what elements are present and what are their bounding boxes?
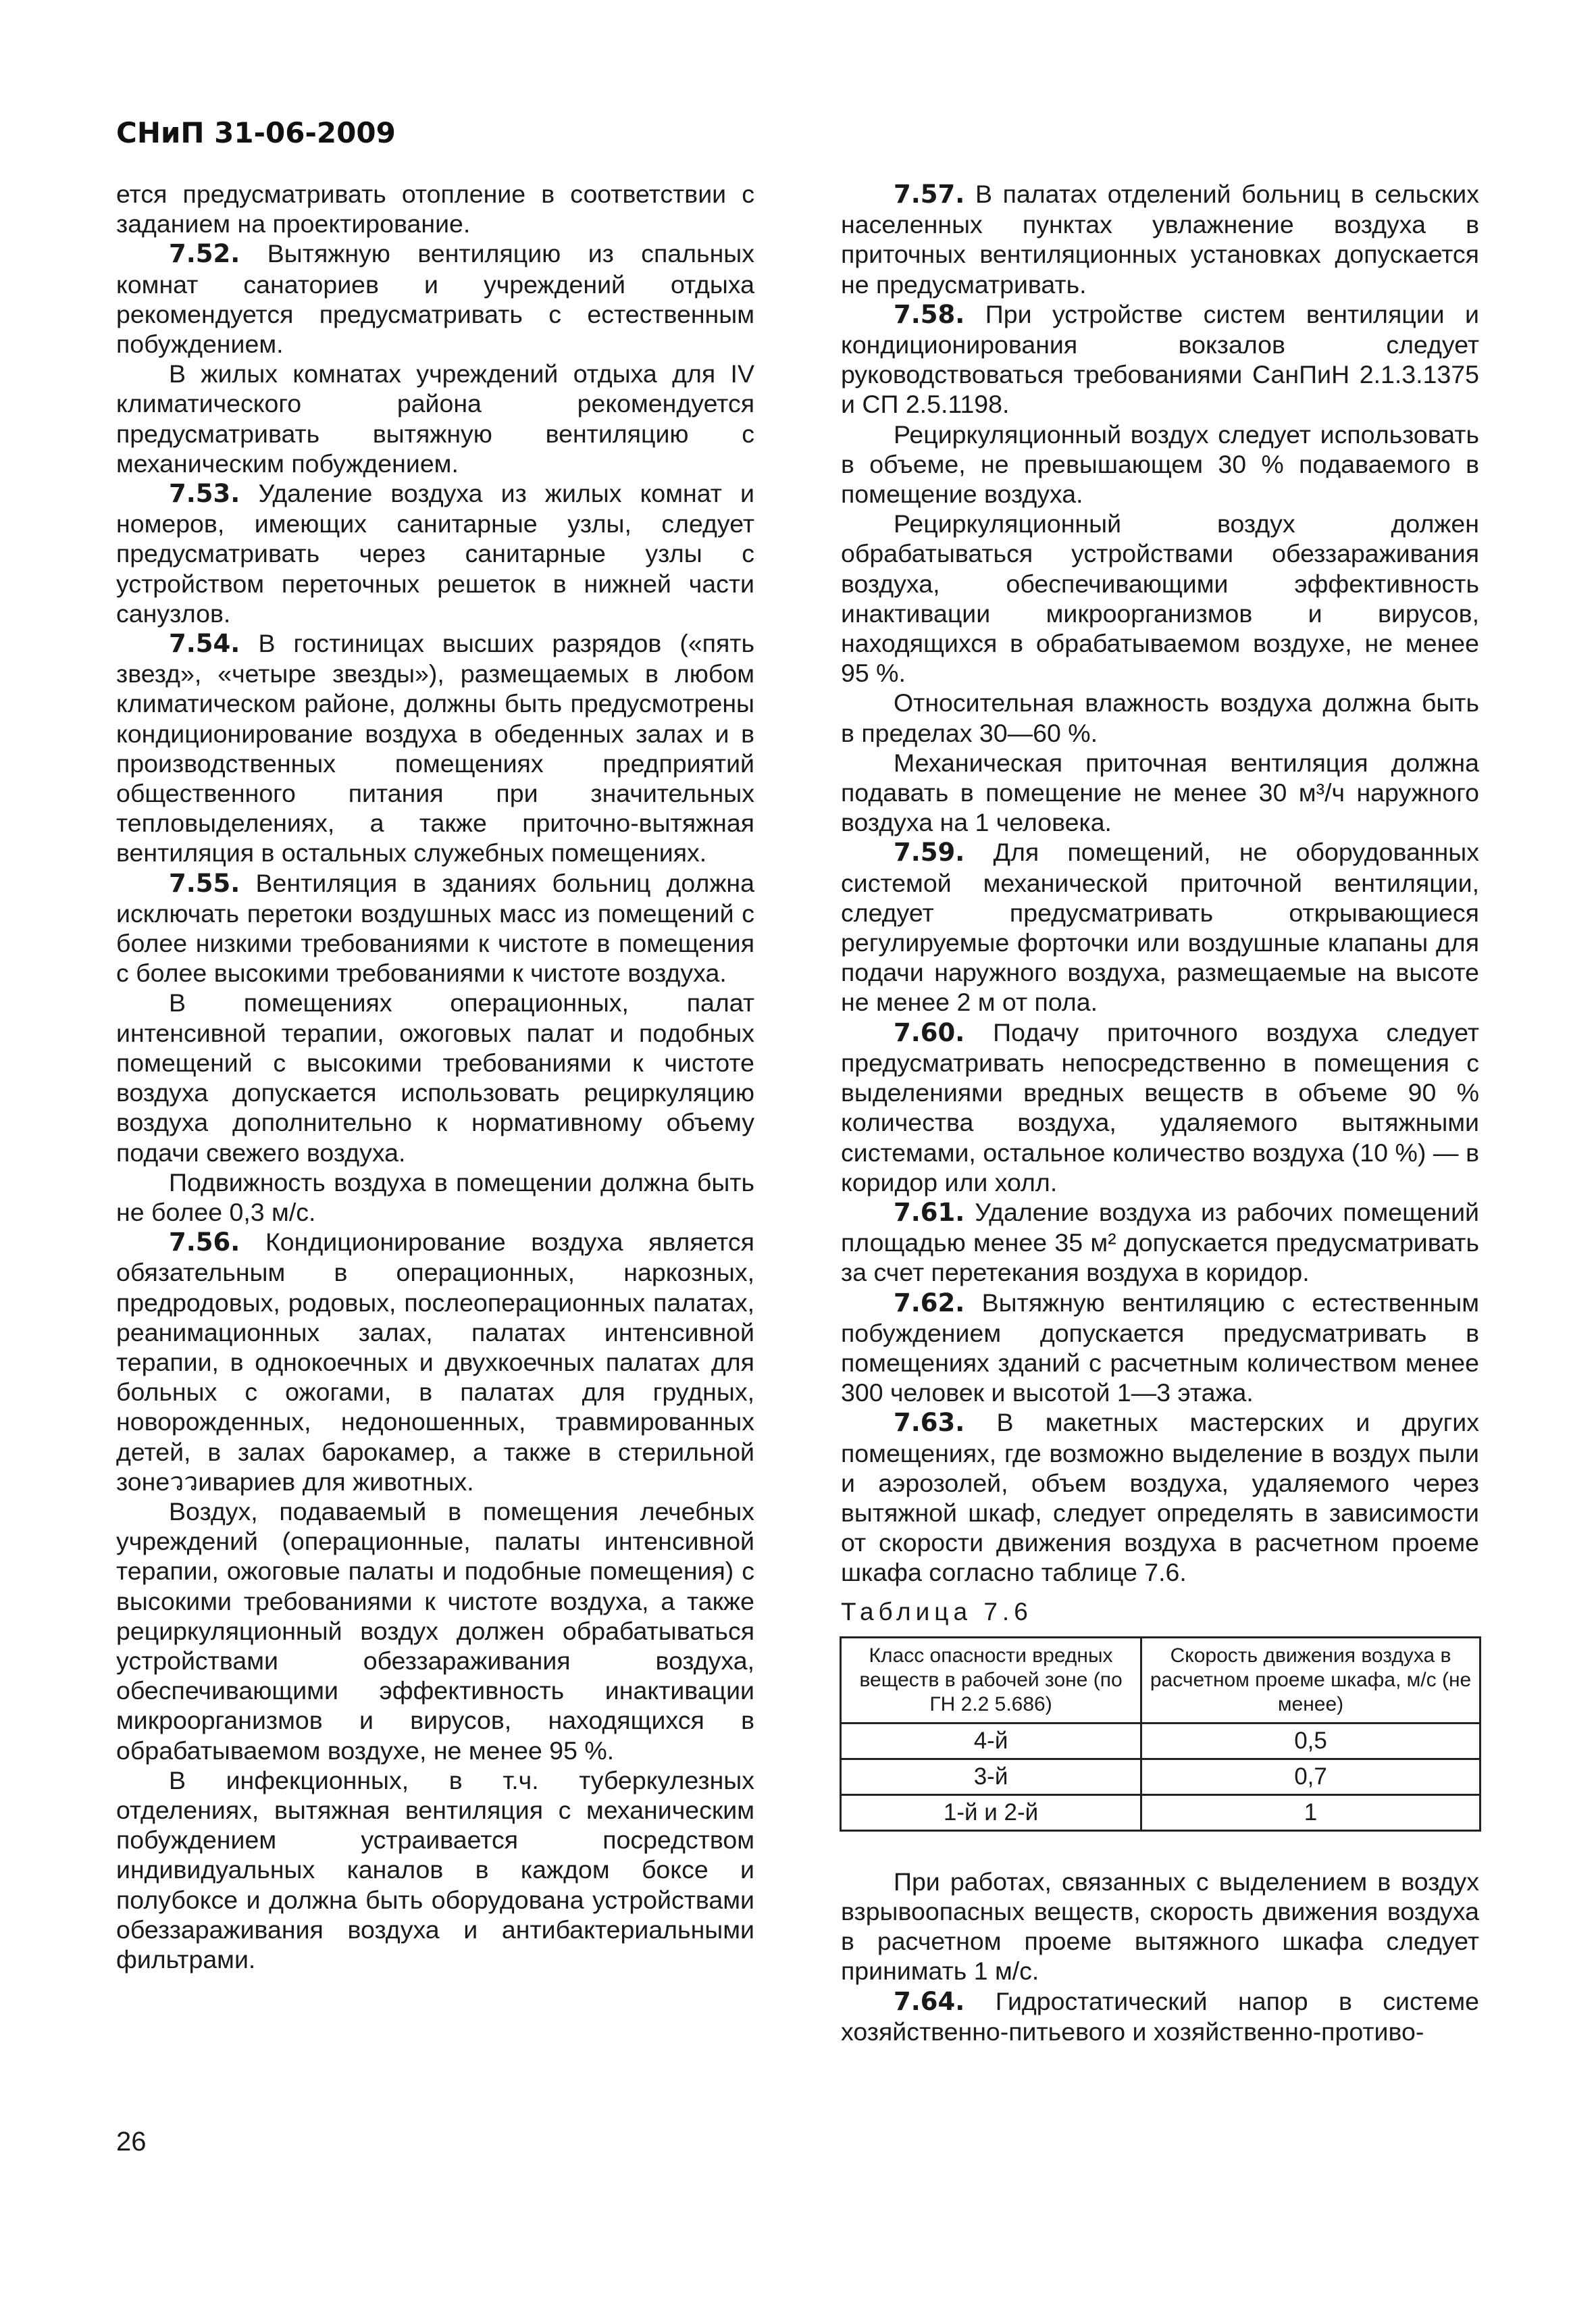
table-row [841,1759,1481,1794]
clause-number: 7.58. [894,299,965,329]
paragraph [116,1167,754,1227]
paragraph [116,988,754,1167]
paragraph-text: При работах, связанных с выделением в воздух взрывоопасных веществ, скорость движения воздуха в расчетном проеме вытяжного шкафа следует принимать 1 м/с. [841,1867,1479,1986]
table-header-row [841,1637,1481,1723]
table-cell: 1-й и 2-й [841,1794,1141,1830]
paragraph-text: В инфекционных, в т.ч. туберкулезных отделениях, вытяжная вентиляция с механическим побуждением устраивается посредством индивидуальных каналов в каждом боксе и полубоксе и должна быть оборудована устройствами обеззараживания воздуха и антибактериальными фильтрами. [116,1765,754,1973]
paragraph-text: Подвижность воздуха в помещении должна быть не более 0,3 м/с. [116,1167,754,1226]
paragraph [841,748,1479,838]
clause-number: 7.54. [169,629,240,659]
paragraph [116,179,754,238]
clause-number: 7.57. [894,180,965,209]
table-header-cell: Скорость движения воздуха в расчетном проеме шкафа, м/с (не менее) [1141,1637,1481,1723]
paragraph-text: В жилых комнатах учреждений отдыха для IV климатического района рекомендуется предусматривать вытяжную вентиляцию с механическим побуждением. [116,359,754,478]
paragraph-text: Воздух, подаваемый в помещения лечебных учреждений (операционные, палаты интенсивной терапии, ожоговые палаты и подобные помещения) с высокими требованиями к чистоте воздуха, а также рециркуляционный воздух должен обрабатываться устройствами обеззараживания воздуха, обеспечивающими эффективность инактивации микроорганизмов и вирусов, находящихся в обрабатываемом воздухе, не менее 95 %. [116,1496,754,1765]
right-column-text-before-table [841,179,1479,1588]
paragraph-text: Вытяжную вентиляцию из спальных комнат санаториев и учреждений отдыха рекомендуется предусматривать с естественным побуждением. [116,239,755,359]
paragraph-text: Относительная влажность воздуха должна быть в пределах 30—60 %. [841,688,1479,747]
right-column [841,179,1479,2046]
paragraph-text: В палатах отделений больниц в сельских населенных пунктах увлажнение воздуха в приточных вентиляционных установках допускается не предусматривать. [841,180,1480,299]
paragraph-text: Вытяжную вентиляцию с естественным побуждением допускается предусматривать в помещениях зданий с расчетным количеством менее 300 человек и высотой 1—3 этажа. [841,1288,1480,1407]
right-column-text-after-table [841,1867,1479,2046]
paragraph [841,1288,1479,1408]
paragraph [841,1017,1479,1197]
paragraph-text: Механическая приточная вентиляция должна подавать в помещение не менее 30 м³/ч наружного воздуха на 1 человека. [841,748,1479,837]
paragraph [841,1407,1479,1587]
paragraph-text: Вентиляция в зданиях больниц должна исключать перетоки воздушных масс из помещений с более низкими требованиями к чистоте в помещения с более высокими требованиями к чистоте воздуха. [116,868,754,988]
paragraph [116,238,754,359]
paragraph-text: Рециркуляционный воздух следует использовать в объеме, не превышающем 30 % подаваемого в помещение воздуха. [841,420,1479,509]
document-header: СНиП 31-06-2009 [116,116,396,149]
table-7-6 [840,1636,1481,1832]
table-cell: 4-й [841,1723,1141,1759]
paragraph-text: Удаление воздуха из жилых комнат и номеров, имеющих санитарные узлы, следует предусматривать через санитарные узлы с устройством переточных решеток в нижней части санузлов. [116,479,754,628]
clause-number: 7.60. [894,1017,965,1047]
paragraph [841,420,1479,509]
table-row [841,1794,1481,1830]
paragraph [116,1227,754,1496]
clause-number: 7.59. [894,838,965,867]
paragraph [841,1986,1479,2046]
paragraph [116,478,754,628]
table-cell: 0,7 [1141,1759,1481,1794]
paragraph [841,179,1479,299]
paragraph-text: Подачу приточного воздуха следует предусматривать непосредственно в помещения с выделениями вредных веществ в объеме 90 % количества воздуха, удаляемого вытяжными системами, остальное количество воздуха (10 %) — в коридор или холл. [841,1017,1479,1197]
table-cell: 3-й [841,1759,1141,1794]
table-cell: 1 [1141,1794,1481,1830]
clause-number: 7.62. [894,1288,965,1317]
clause-number: 7.61. [894,1197,965,1227]
paragraph-text: Кондиционирование воздуха является обязательным в операционных, наркозных, предродовых, родовых, послеоперационных палатах, реанимационных залах, палатах интенсивной терапии, в однокоечных и двухкоечных палатах для больных с ожогами, в палатах для грудных, новорожденных, недоношенных, травмированных детей, в залах барокамер, а также в стерильной зонеววивариев для животных. [116,1228,754,1496]
paragraph-text: Рециркуляционный воздух должен обрабатываться устройствами обеззараживания воздуха, обеспечивающими эффективность инактивации микроорганизмов и вирусов, находящихся в обрабатываемом воздухе, не менее 95 %. [841,509,1479,688]
paragraph-text: В макетных мастерских и других помещениях, где возможно выделение в воздух пыли и аэрозолей, объем воздуха, удаляемого через вытяжной шкаф, следует определять в зависимости от скорости движения воздуха в расчетном проеме шкафа согласно таблице 7.6. [841,1408,1479,1587]
paragraph-text: Гидростатический напор в системе хозяйственно-питьевого и хозяйственно-противо- [841,1986,1479,2046]
paragraph-text: Для помещений, не оборудованных системой механической приточной вентиляции, следует предусматривать открывающиеся регулируемые форточки или воздушные клапаны для подачи наружного воздуха, размещаемые на высоте не менее 2 м от пола. [841,838,1480,1017]
clause-number: 7.63. [894,1408,965,1438]
paragraph [116,628,754,868]
paragraph [841,1197,1479,1288]
paragraph [116,1496,754,1765]
table-title: Таблица 7.6 [841,1597,1033,1626]
paragraph [841,299,1479,420]
paragraph-text: Удаление воздуха из рабочих помещений площадью менее 35 м² допускается предусматривать за счет перетекания воздуха в коридор. [841,1197,1479,1287]
paragraph [841,688,1479,747]
paragraph [116,359,754,478]
paragraph [841,509,1479,688]
table-cell: 0,5 [1141,1723,1481,1759]
paragraph-text: В помещениях операционных, палат интенсивной терапии, ожоговых палат и подобных помещений с высокими требованиями к чистоте воздуха допускается использовать рециркуляцию воздуха дополнительно к нормативному объему подачи свежего воздуха. [116,988,754,1167]
paragraph-text: ется предусматривать отопление в соответствии с заданием на проектирование. [116,180,754,238]
left-column [116,179,754,1974]
paragraph-text: В гостиницах высших разрядов («пять звезд», «четыре звезды»), размещаемых в любом климатическом районе, должны быть предусмотрены кондиционирование воздуха в обеденных залах и в производственных помещениях предприятий общественного питания при значительных тепловыделениях, а также приточно-вытяжная вентиляция в остальных служебных помещениях. [116,629,755,867]
paragraph-text: При устройстве систем вентиляции и кондиционирования вокзалов следует руководствоваться требованиями СанПиН 2.1.3.1375 и СП 2.5.1198. [841,299,1479,419]
clause-number: 7.56. [169,1228,240,1257]
paragraph [841,1867,1479,1986]
table-row [841,1723,1481,1759]
clause-number: 7.52. [169,239,240,269]
paragraph [841,837,1479,1017]
paragraph [116,868,754,988]
page-number: 26 [116,2127,147,2157]
clause-number: 7.64. [894,1986,965,2016]
table-header-cell: Класс опасности вредных веществ в рабочей зоне (по ГН 2.2 5.686) [841,1637,1141,1723]
paragraph [116,1765,754,1974]
clause-number: 7.55. [169,868,240,898]
clause-number: 7.53. [169,479,240,509]
